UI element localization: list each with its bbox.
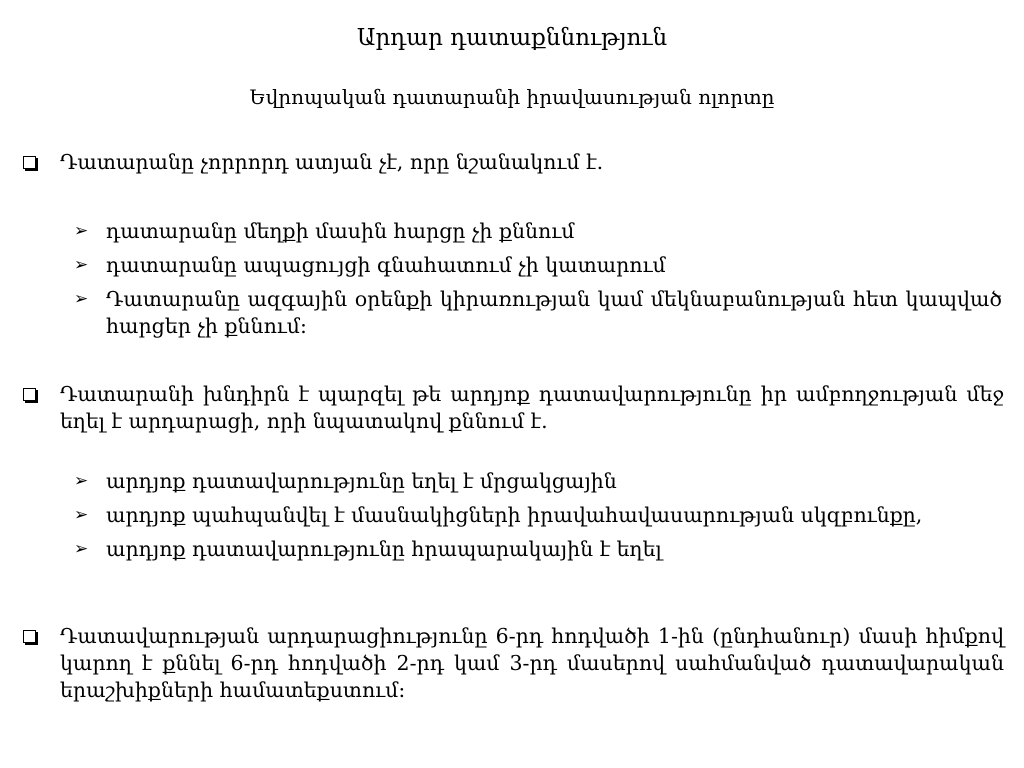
square-bullet-icon bbox=[23, 630, 36, 643]
arrow-bullet-icon: ➢ bbox=[74, 505, 89, 525]
section-2-item-2-text: արդյոք պահպանվել է մասնակիցների իրավահավասարության սկզբունքը, bbox=[106, 503, 923, 527]
section-1-item-3 bbox=[74, 286, 1002, 340]
page-subtitle: Եվրոպական դատարանի իրավասության ոլորտը bbox=[249, 85, 775, 109]
section-1-text: Դատարանը չորրորդ ատյան չէ, որը նշանակում է. bbox=[60, 150, 604, 174]
section-1-item-1 bbox=[74, 218, 1002, 245]
section-2-item-3 bbox=[74, 536, 1002, 563]
section-2-item-2 bbox=[74, 502, 1002, 529]
section-2-bullet bbox=[60, 381, 1004, 435]
section-1-item-2 bbox=[74, 252, 1002, 279]
arrow-bullet-icon: ➢ bbox=[74, 289, 89, 309]
section-2-item-3-text: արդյոք դատավարությունը հրապարակային է եղել bbox=[106, 537, 662, 561]
arrow-bullet-icon: ➢ bbox=[74, 255, 89, 275]
section-1-item-1-text: դատարանը մեղքի մասին հարցը չի քննում bbox=[106, 219, 575, 243]
section-2-item-1-text: արդյոք դատավարությունը եղել է մրցակցային bbox=[106, 469, 617, 493]
section-1-item-3-text: Դատարանը ազգային օրենքի կիրառության կամ մեկնաբանության հետ կապված հարցեր չի քննում: bbox=[106, 287, 1002, 338]
square-bullet-icon bbox=[23, 156, 36, 169]
page-title: Արդար դատաքննություն bbox=[356, 25, 668, 51]
arrow-bullet-icon: ➢ bbox=[74, 471, 89, 491]
section-1-bullet bbox=[60, 149, 1004, 176]
section-3-text: Դատավարության արդարացիությունը 6-րդ հոդվածի 1-ին (ընդհանուր) մասի հիմքով կարող է քննել 6-րդ հոդվածի 2-րդ կամ 3-րդ մասերով սահմանված դատավարական երաշխիքների համատեքստում: bbox=[60, 624, 1004, 702]
section-3-bullet bbox=[60, 623, 1004, 704]
section-2-item-1 bbox=[74, 468, 1002, 495]
square-bullet-icon bbox=[23, 388, 36, 401]
section-1-item-2-text: դատարանը ապացույցի գնահատում չի կատարում bbox=[106, 253, 666, 277]
arrow-bullet-icon: ➢ bbox=[74, 539, 89, 559]
section-2-text: Դատարանի խնդիրն է պարզել թե արդյոք դատավարությունը իր ամբողջության մեջ եղել է արդարացի, որի նպատակով քննում է. bbox=[60, 382, 1004, 433]
arrow-bullet-icon: ➢ bbox=[74, 221, 89, 241]
